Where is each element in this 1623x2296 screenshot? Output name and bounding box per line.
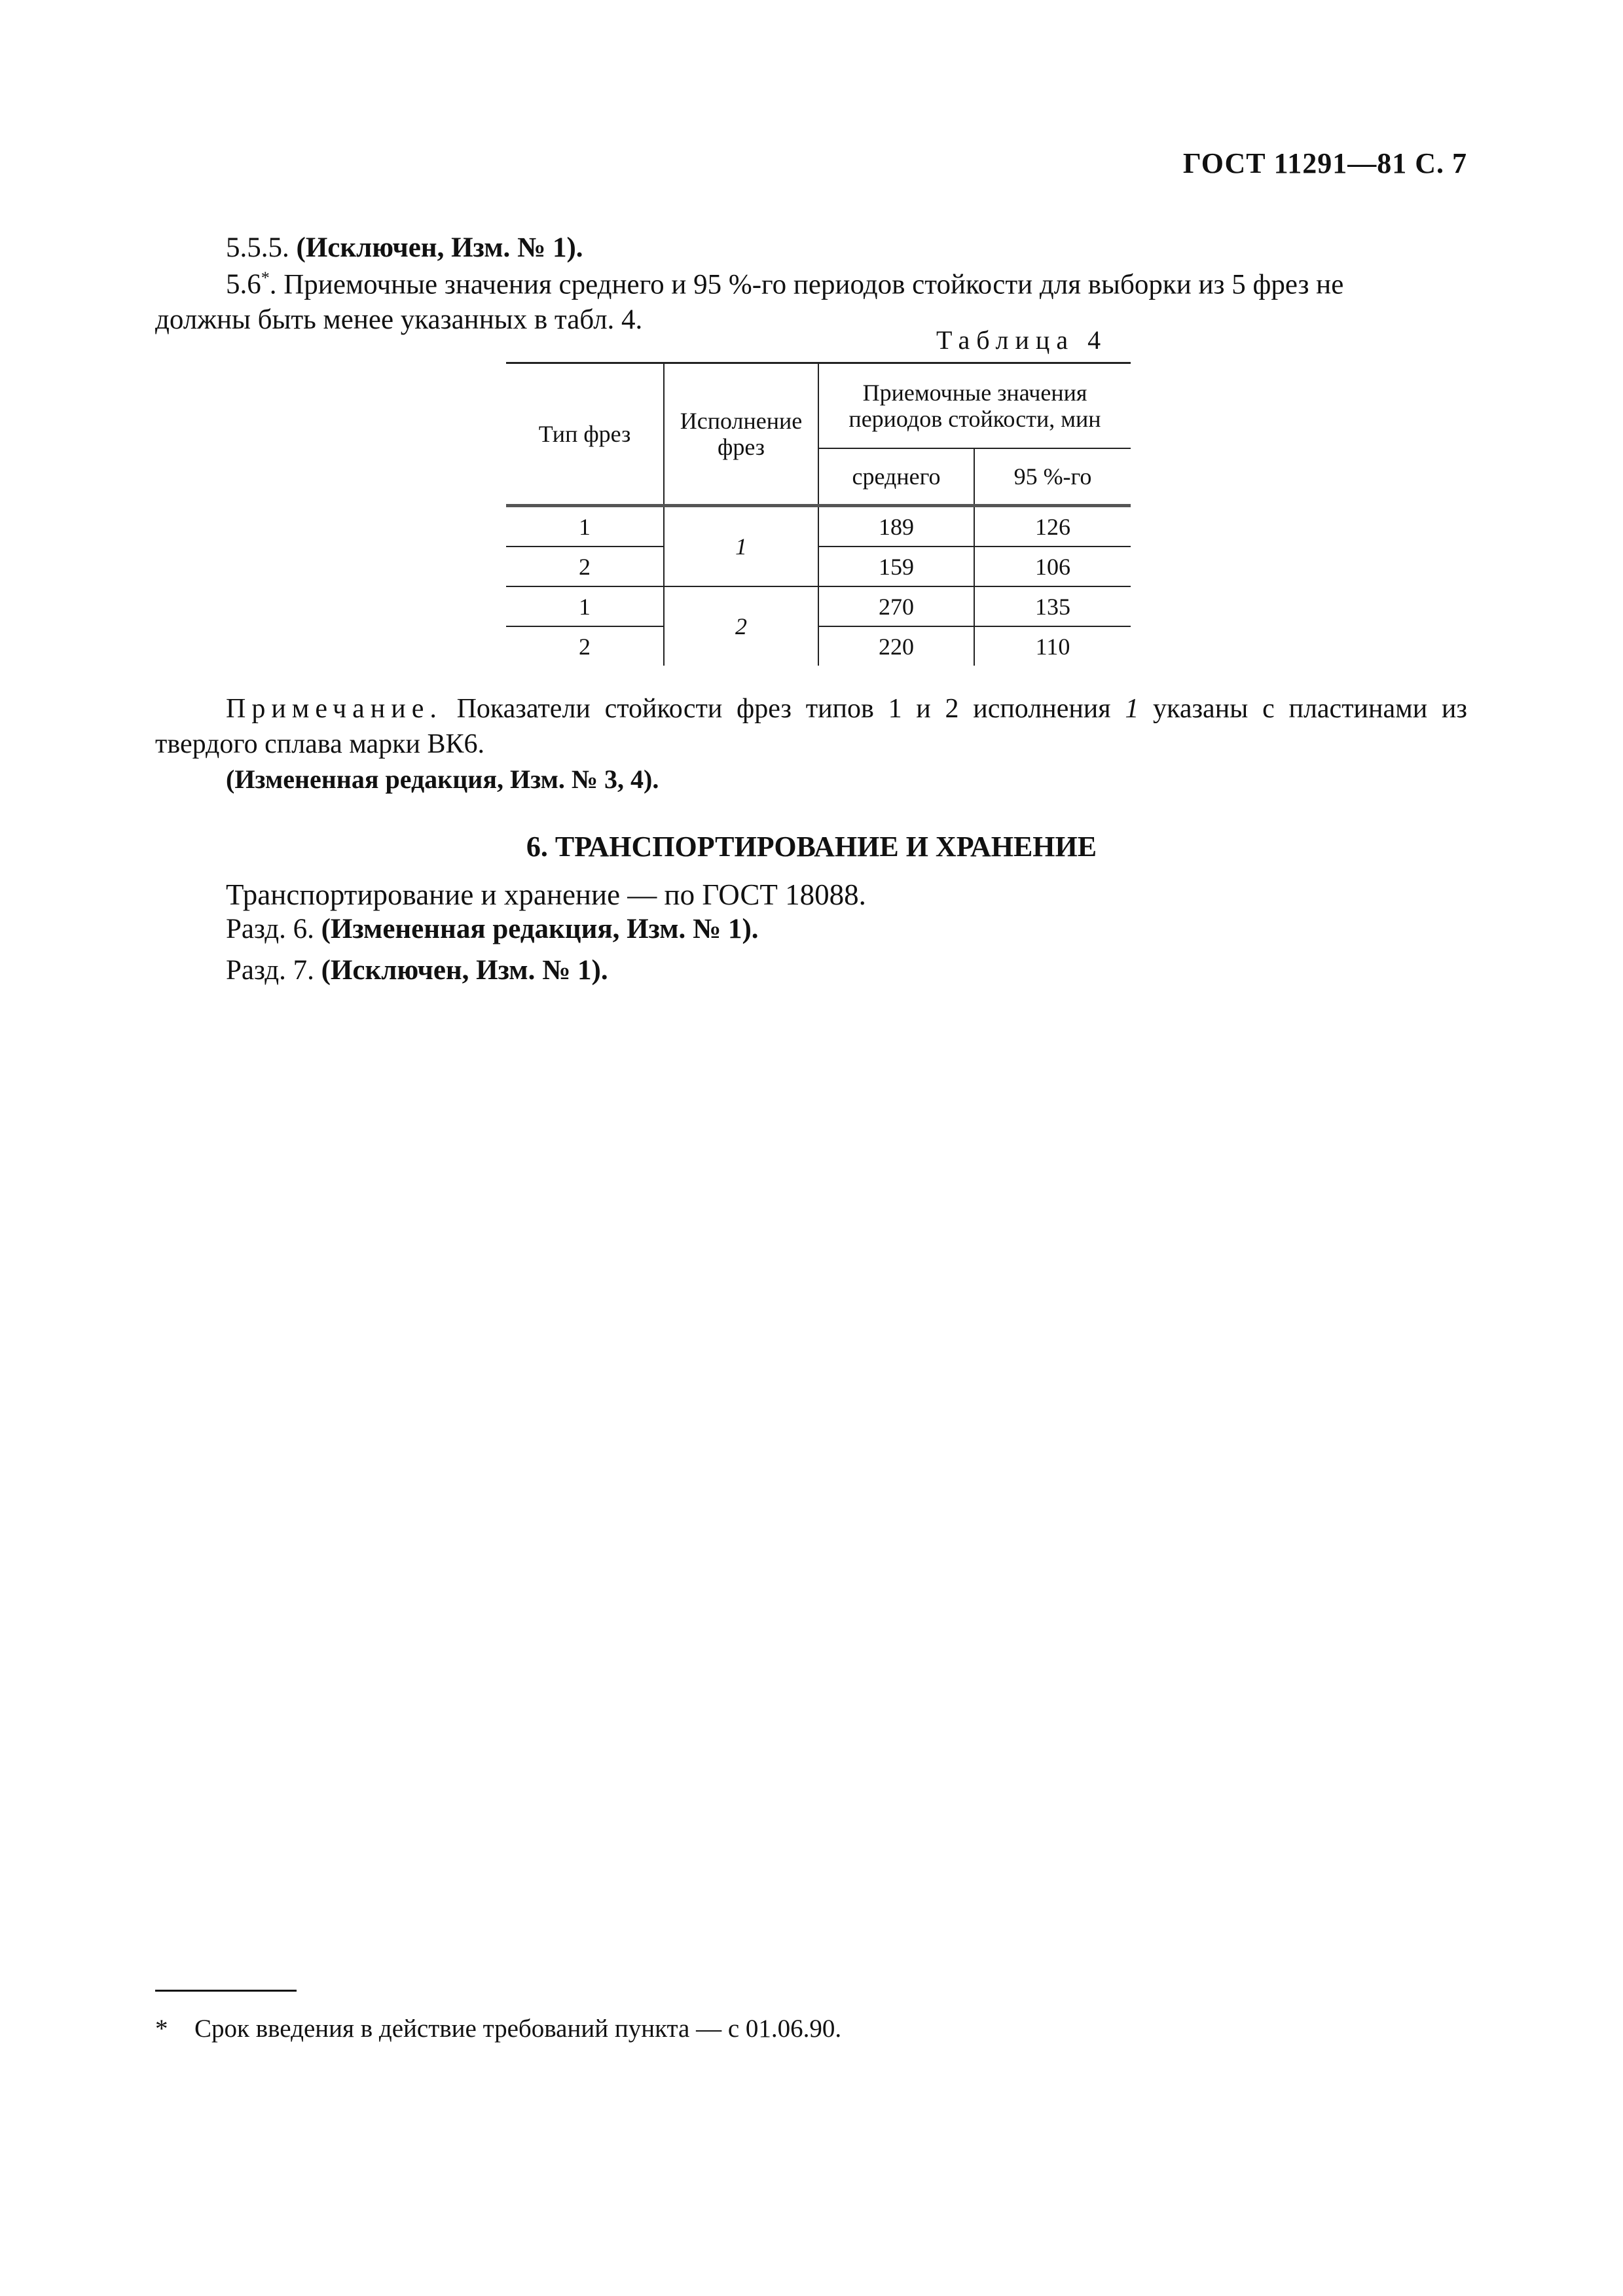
cell-mean: 270 [818,586,974,626]
amendment-note: (Измененная редакция, Изм. № 3, 4). [226,764,659,794]
cell-p95: 126 [974,506,1131,547]
clause-text-line1: . Приемочные значения среднего и 95 %-го периодов стойкости для выборки из 5 фрез не [269,269,1344,300]
table-4 [506,362,1131,666]
cell-type: 2 [506,547,664,586]
header-p95: 95 %-го [1013,463,1092,490]
cell-type: 1 [506,506,664,547]
page-header: ГОСТ 11291—81 С. 7 [1182,147,1467,179]
footnote [155,2014,841,2043]
clause-text-line2: должны быть менее указанных в табл. 4. [155,304,643,336]
amendment-text: (Измененная редакция, Изм. № 1). [321,914,759,944]
cell-type: 2 [506,626,664,666]
note-text: Показатели стойкости фрез типов 1 и 2 исполнения [442,694,1125,724]
cell-version: 1 [664,506,818,587]
note-text-cont: указаны с пластинами из твердого сплава марки ВК6. [155,694,1467,759]
section-6-amendment [226,913,759,945]
footnote-mark: * [261,268,270,287]
header-mean: среднего [818,448,974,506]
clause-number: 5.6 [226,269,261,300]
clause-5-6 [155,260,1467,338]
header-values [818,363,1131,449]
section-heading: 6. ТРАНСПОРТИРОВАНИЕ И ХРАНЕНИЕ [526,831,1097,863]
section-6-text: Транспортирование и хранение — по ГОСТ 18088. [226,878,866,911]
cell-version: 2 [664,586,818,666]
header-version [664,363,818,506]
footnote-mark: * [155,2015,168,2043]
clause-number: 5.5.5. [226,232,289,263]
cell-p95: 110 [1035,633,1070,660]
table-caption: Таблица 4 [936,325,1108,355]
note-label: Примечание. [226,694,443,724]
cell-mean: 189 [818,506,974,547]
section-7-status [226,954,608,986]
cell-mean: 220 [818,626,974,666]
cell-type: 1 [506,586,664,626]
footnote-divider [155,1990,297,1992]
cell-mean: 159 [818,547,974,586]
cell-p95: 106 [1035,553,1070,580]
header-values-text: Приемочные значения периодов стойкости, мин [848,380,1101,432]
header-type: Тип фрез [506,363,664,506]
section-prefix: Разд. 7. [226,955,321,986]
section-status-text: (Исключен, Изм. № 1). [321,955,608,986]
clause-status: (Исключен, Изм. № 1). [296,232,583,263]
cell-p95: 135 [974,586,1131,626]
footnote-text: Срок введения в действие требований пункта — с 01.06.90. [194,2015,842,2043]
note-italic: 1 [1125,694,1139,724]
table-note [155,691,1467,762]
amendment-prefix: Разд. 6. [226,914,321,944]
header-version-text: Исполнение фрез [680,408,803,460]
